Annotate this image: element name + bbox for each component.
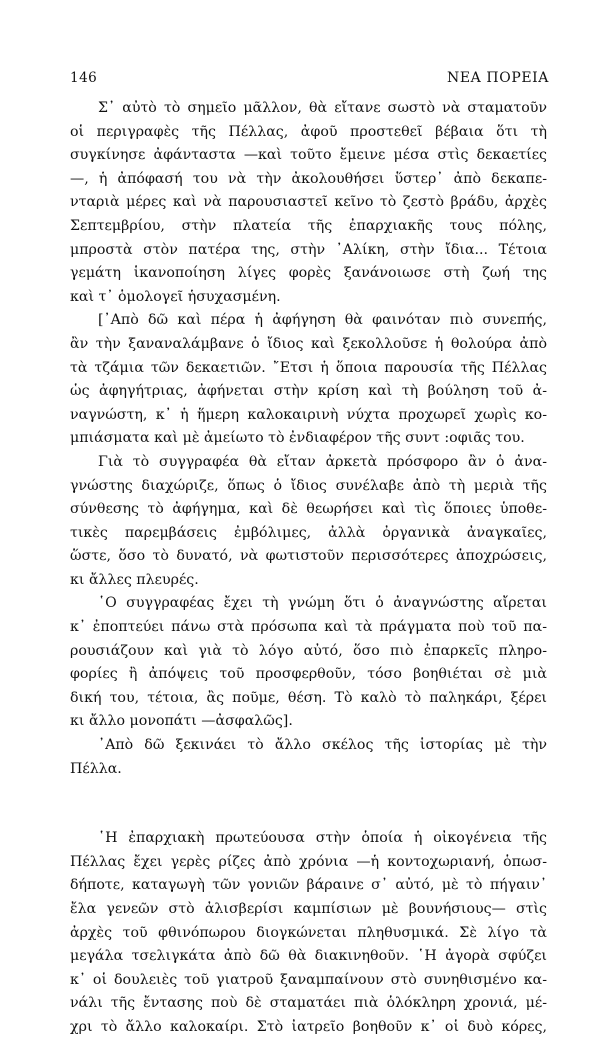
text-line: Σ᾽ αὐτὸ τὸ σημεῖο μᾶλλον, θὰ εἴτανε σωστὸ νὰ σταματοῦν	[98, 100, 547, 116]
text-line: τὰ τζάμια τῶν δεκαετιῶν. ῎Ετσι ἡ ὅποια παρουσία τῆς Πέλλας	[70, 359, 547, 376]
text-line: οἱ περιγραφὲς τῆς Πέλλας, ἀφοῦ προστεθεῖ βέβαια ὅτι τὴ	[70, 123, 547, 140]
text-line: νταριὰ μέρες καὶ νὰ παρουσιαστεῖ κεῖνο τὸ ζεστὸ βράδυ, ἀρχὲς	[70, 194, 547, 211]
text-line: μπιάσματα καὶ μὲ ἀμείωτο τὸ ἐνδιαφέρον τῆς συντ :οφιᾶς του.	[70, 430, 525, 447]
text-line: —, ἡ ἀπόφασή του νὰ τὴν ἀκολουθήσει ὕστερ᾽ ἀπὸ δεκαπε-	[70, 170, 547, 187]
text-line: ναγνώστη, κ᾽ ἡ ἥμερη καλοκαιρινὴ νύχτα προχωρεῖ χωρὶς κο-	[70, 406, 547, 423]
text-line: γεμάτη ἱκανοποίηση λίγες φορὲς ξανάνοιωσε στὴ ζωή της	[70, 265, 547, 282]
body-text	[70, 97, 547, 1040]
text-line: κ᾽ ἐποπτεύει πάνω στὰ πρόσωπα καὶ τὰ πράγματα ποὺ τοῦ πα-	[70, 619, 547, 636]
text-line: χρι τὸ ἄλλο καλοκαίρι. Στὸ ἰατρεῖο βοηθοῦν κ᾽ οἱ δυὸ κόρες,	[70, 1018, 547, 1035]
text-line: κι ἄλλες πλευρές.	[70, 571, 199, 588]
text-line: ῾Η ἐπαρχιακὴ πρωτεύουσα στὴν ὁποία ἡ οἰκογένεια τῆς	[98, 830, 547, 847]
text-line: Σεπτεμβρίου, στὴν πλατεία τῆς ἐπαρχιακῆς τους πόλης,	[70, 217, 547, 234]
text-line: Πέλλας ἔχει γερὲς ρίζες ἀπὸ χρόνια —ἡ κοντοχωριανή, ὁπωσ-	[70, 853, 547, 870]
running-head: ΝΕΑ ΠΟΡΕΙΑ	[447, 70, 549, 86]
text-line: δική του, τέτοια, ἂς ποῦμε, θέση. Τὸ καλὸ τὸ παληκάρι, ξέρει	[70, 689, 547, 706]
text-line: Πέλλα.	[70, 760, 122, 777]
text-line: νάλι τῆς ἔντασης ποὺ δὲ σταματάει πιὰ ὁλόκληρη χρονιά, μέ-	[70, 995, 547, 1012]
text-line: [᾽Απὸ δῶ καὶ πέρα ἡ ἀφήγηση θὰ φαινόταν πιὸ συνεπής,	[98, 312, 547, 329]
page-header	[70, 70, 549, 90]
text-line: ὡς ἀφηγήτριας, ἀφήνεται στὴν κρίση καὶ τὴ βούληση τοῦ ἀ-	[70, 383, 547, 400]
text-line: μπροστὰ στὸν πατέρα της, στὴν ᾽Αλίκη, στὴν ἴδια... Τέτοια	[70, 241, 547, 258]
text-line: ἂν τὴν ξαναναλάμβανε ὁ ἴδιος καὶ ξεκολλοῦσε ἡ θολούρα ἀπὸ	[70, 335, 547, 352]
text-line: ἀρχὲς τοῦ φθινόπωρου διογκώνεται πληθυσμικά. Σὲ λίγο τὰ	[70, 924, 547, 941]
text-line: κι ἄλλο μονοπάτι —ἀσφαλῶς].	[70, 713, 293, 730]
text-line: Γιὰ τὸ συγγραφέα θὰ εἴταν ἀρκετὰ πρόσφορο ἂν ὁ ἀνα-	[98, 453, 547, 470]
text-line: καὶ τ᾽ ὁμολογεῖ ἡσυχασμένη.	[70, 288, 281, 305]
text-line: ἔλα γενεῶν στὸ ἀλισβερίσι καμπίσιων μὲ βουνήσιους— στὶς	[70, 901, 547, 917]
text-line: σύνθεσης τὸ ἀφήγημα, καὶ δὲ θεωρήσει καὶ τὶς ὅποιες ὑποθε-	[70, 501, 547, 518]
text-line: ρουσιάζουν καὶ γιὰ τὸ λόγο αὐτό, ὅσο πιὸ ἐπαρκεῖς πληρο-	[70, 642, 547, 659]
section-break	[70, 781, 547, 827]
text-line: ὥστε, ὅσο τὸ δυνατό, νὰ φωτιστοῦν περισσότερες ἀποχρώσεις,	[70, 548, 547, 565]
text-line: γνώστης διαχώριζε, ὅπως ὁ ἴδιος συνέλαβε ἀπὸ τὴ μεριὰ τῆς	[70, 477, 547, 494]
text-line: δήποτε, καταγωγὴ τῶν γονιῶν βάραινε σ᾽ αὐτό, μὲ τὸ πήγαιν᾽	[70, 877, 547, 894]
page-number: 146	[70, 70, 98, 86]
text-line: κ᾽ οἱ δουλειὲς τοῦ γιατροῦ ξαναμπαίνουν στὸ συνηθισμένο κα-	[70, 971, 547, 988]
text-line: ῾Ο συγγραφέας ἔχει τὴ γνώμη ὅτι ὁ ἀναγνώστης αἴρεται	[98, 595, 547, 612]
text-line: ᾽Απὸ δῶ ξεκινάει τὸ ἄλλο σκέλος τῆς ἱστορίας μὲ τὴν	[98, 737, 547, 754]
text-line: φορίες ἢ ἀπόψεις τοῦ προσφερθοῦν, τόσο βοηθιέται σὲ μιὰ	[70, 666, 547, 683]
text-line: τικὲς παρεμβάσεις ἐμβόλιμες, ἀλλὰ ὀργανικὰ ἀναγκαῖες,	[70, 524, 547, 541]
text-line: συγκίνησε ἀφάνταστα —καὶ τοῦτο ἔμεινε μέσα στὶς δεκαετίες	[70, 147, 547, 164]
text-line: μεγάλα τσελιγκάτα ἀπὸ δῶ θὰ διακινηθοῦν. ῾Η ἀγορὰ σφύζει	[70, 948, 547, 965]
